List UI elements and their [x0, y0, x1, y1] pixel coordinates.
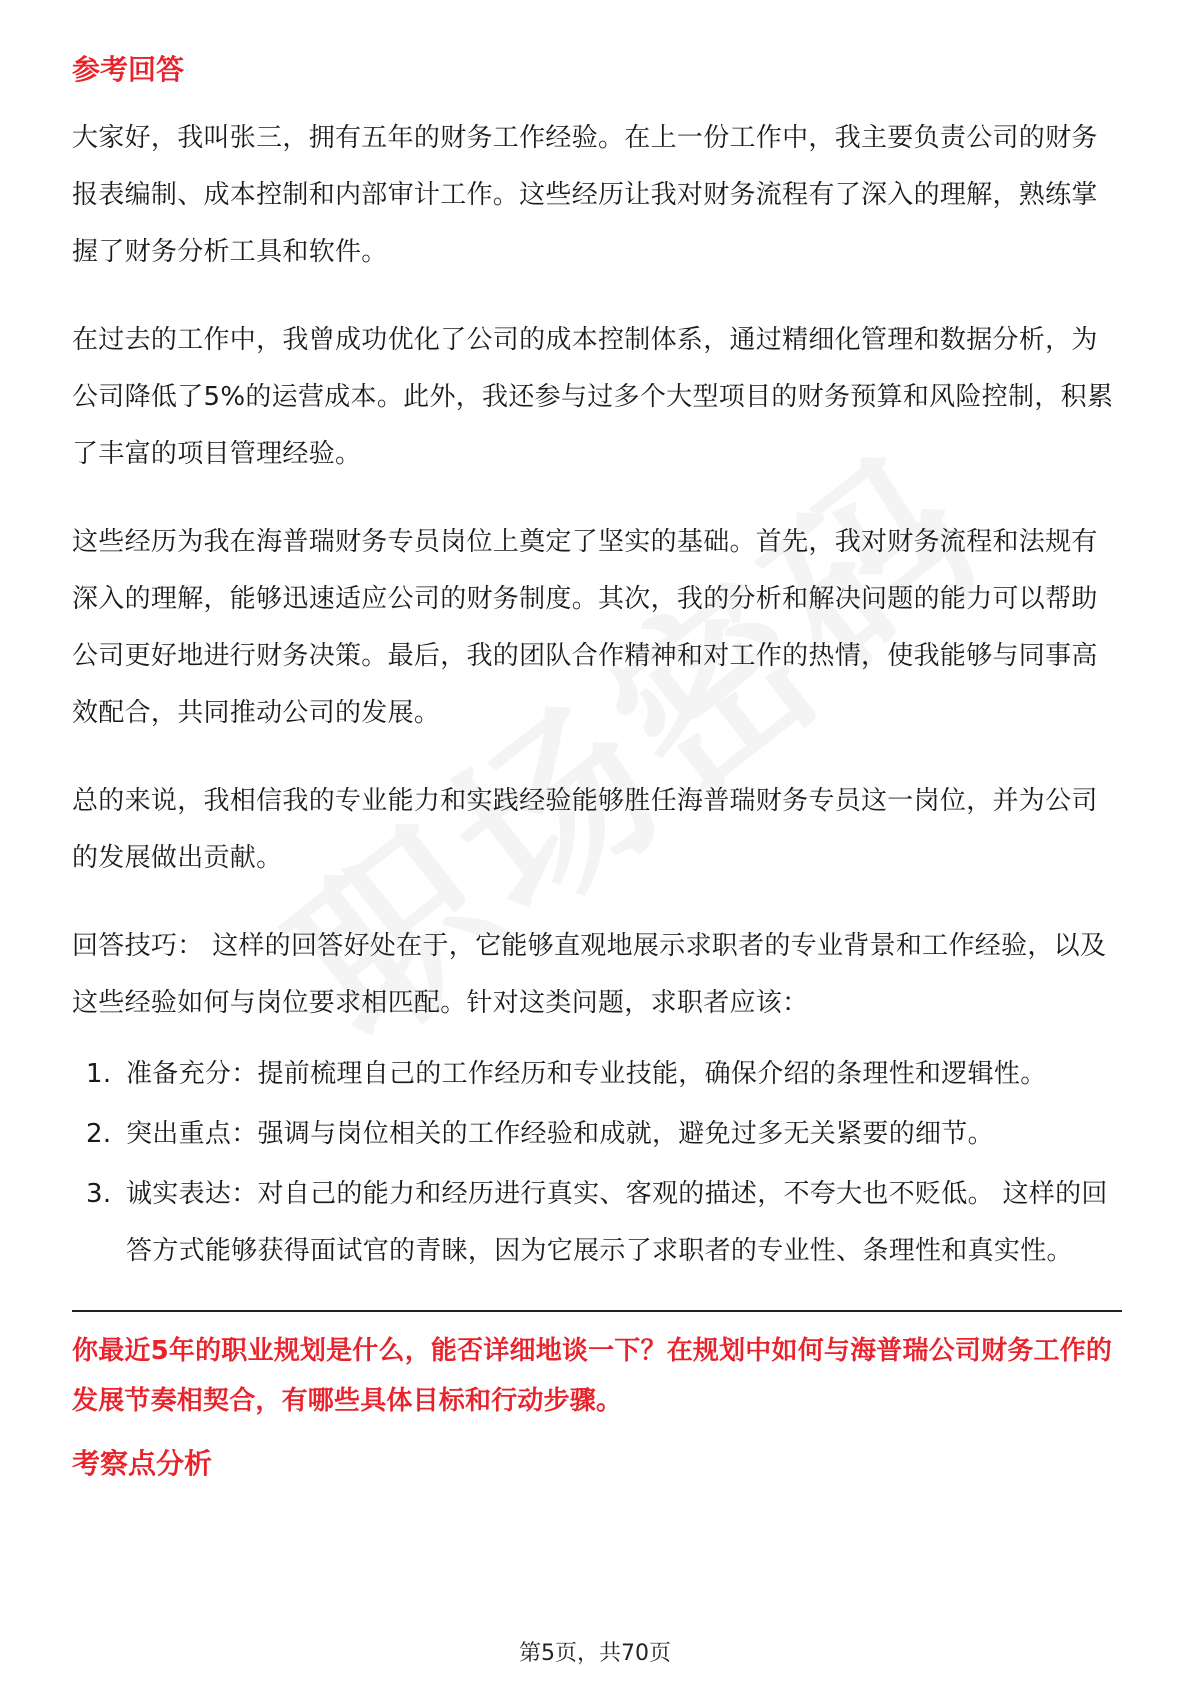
answer-paragraph-1: 大家好，我叫张三，拥有五年的财务工作经验。在上一份工作中，我主要负责公司的财务报表编制、成本控制和内部审计工作。这些经历让我对财务流程有了深入的理解，熟练掌握了财务分析工具和软件。: [72, 123, 1098, 267]
analysis-heading: 考察点分析: [72, 1447, 213, 1480]
list-item-text: 突出重点：强调与岗位相关的工作经验和成就，避免过多无关紧要的细节。: [126, 1119, 994, 1149]
next-question: 你最近5年的职业规划是什么，能否详细地谈一下？在规划中如何与海普瑞公司财务工作的发展节奏相契合，有哪些具体目标和行动步骤。: [72, 1336, 1113, 1416]
list-item: [72, 1166, 1122, 1280]
tips-list: [72, 1046, 1122, 1280]
list-item: [72, 1106, 1122, 1163]
answer-paragraph-3: 这些经历为我在海普瑞财务专员岗位上奠定了坚实的基础。首先，我对财务流程和法规有深入的理解，能够迅速适应公司的财务制度。其次，我的分析和解决问题的能力可以帮助公司更好地进行财务决策。最后，我的团队合作精神和对工作的热情，使我能够与同事高效配合，共同推动公司的发展。: [72, 527, 1098, 728]
answer-heading: 参考回答: [72, 53, 185, 86]
list-number: 3.: [86, 1179, 112, 1209]
page-content: [72, 50, 1122, 1484]
page-footer: 第5页，共70页: [519, 1641, 671, 1666]
list-number: 1.: [86, 1059, 112, 1089]
section-divider: [72, 1310, 1122, 1312]
list-item-text: 准备充分：提前梳理自己的工作经历和专业技能，确保介绍的条理性和逻辑性。: [126, 1059, 1047, 1089]
answer-tips: 回答技巧： 这样的回答好处在于，它能够直观地展示求职者的专业背景和工作经验，以及这些经验如何与岗位要求相匹配。针对这类问题，求职者应该：: [72, 931, 1107, 1018]
list-item: [72, 1046, 1122, 1103]
list-item-text: 诚实表达：对自己的能力和经历进行真实、客观的描述，不夸大也不贬低。 这样的回答方式能够获得面试官的青睐，因为它展示了求职者的专业性、条理性和真实性。: [126, 1179, 1108, 1266]
list-number: 2.: [86, 1119, 112, 1149]
answer-paragraph-4: 总的来说，我相信我的专业能力和实践经验能够胜任海普瑞财务专员这一岗位，并为公司的发展做出贡献。: [72, 786, 1098, 873]
answer-paragraph-2: 在过去的工作中，我曾成功优化了公司的成本控制体系，通过精细化管理和数据分析，为公司降低了5%的运营成本。此外，我还参与过多个大型项目的财务预算和风险控制，积累了丰富的项目管理经验。: [72, 325, 1114, 469]
